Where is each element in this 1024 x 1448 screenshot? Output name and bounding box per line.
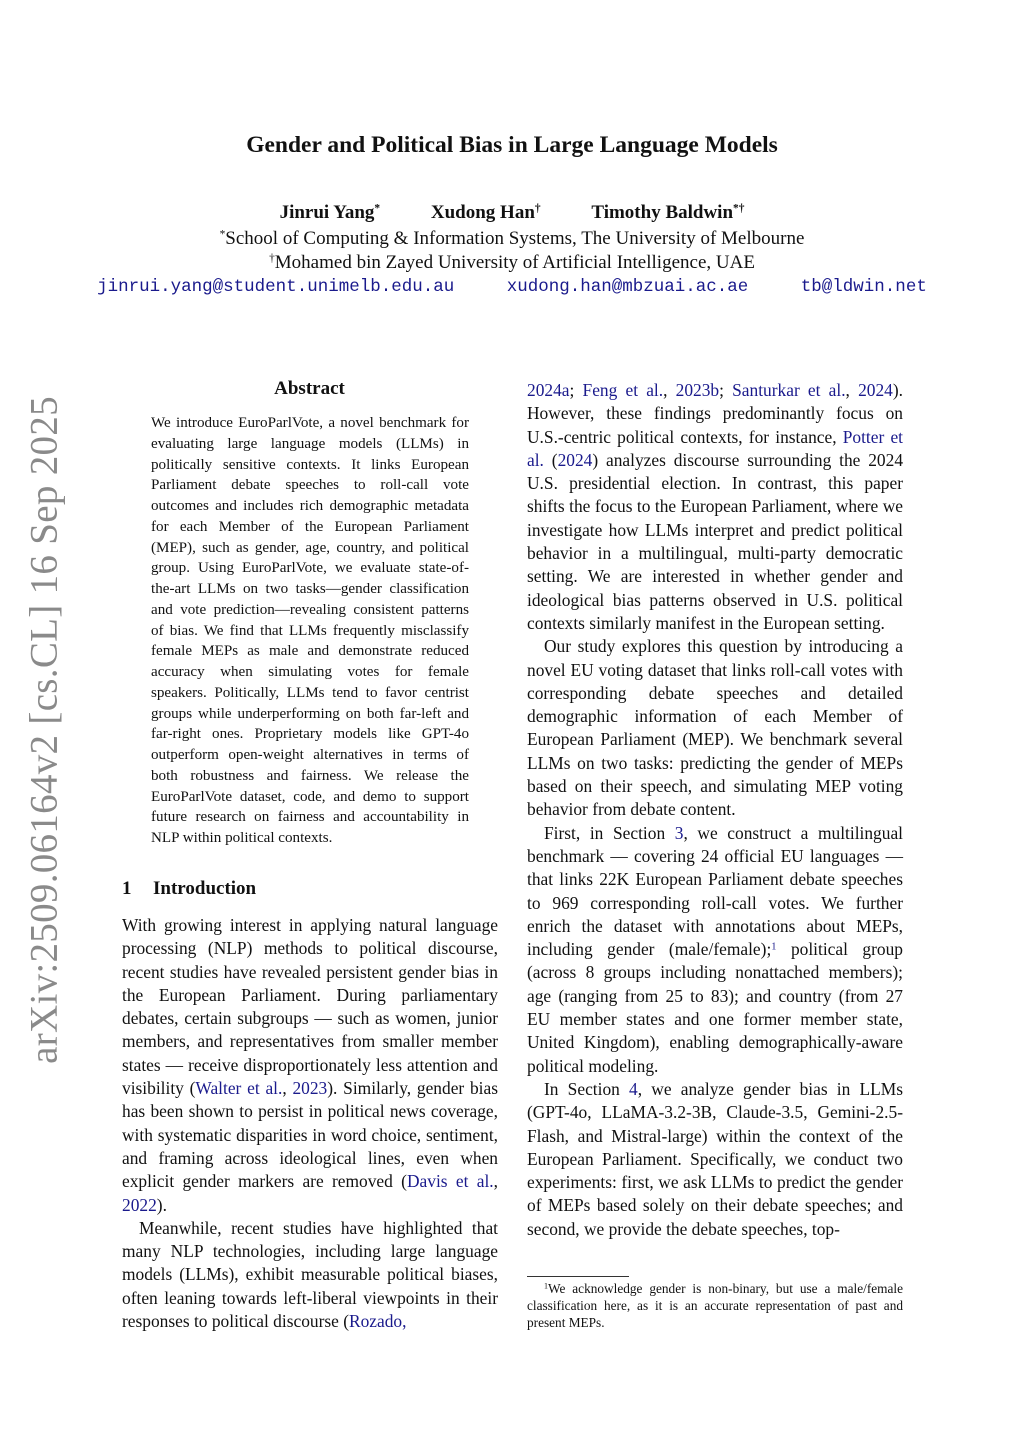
footnote-divider: [527, 1276, 629, 1277]
citation-link[interactable]: Rozado,: [349, 1311, 407, 1332]
author-2: Xudong Han†: [430, 202, 541, 223]
paper-title: Gender and Political Bias in Large Language Models: [246, 132, 778, 158]
email-link[interactable]: xudong.han@mbzuai.ac.ae: [506, 277, 749, 297]
footnote: $^1$We acknowledge gender is non-binary, but use a male/female classification here, as it is an accurate representation of past and present MEPs.: [527, 1281, 903, 1330]
right-column: [527, 379, 903, 1241]
email-link[interactable]: jinrui.yang@student.unimelb.edu.au: [97, 277, 455, 297]
citation-link[interactable]: Davis et al.: [406, 1171, 494, 1192]
arxiv-identifier-text: arXiv:2509.06164v2 [cs.CL] 16 Sep 2025: [22, 396, 66, 1064]
section-ref-link[interactable]: 3: [674, 822, 684, 843]
section-heading: 1 Introduction: [122, 878, 257, 899]
author-3: Timothy Baldwin*†: [591, 202, 745, 223]
paragraph: First, in Section 3, we construct a multilingual benchmark — covering 24 official EU languages — that links 22K European Parliament debate speeches to 969 corresponding roll-call votes. We further enrich the dataset with annotations about MEPs, including gender (male/female);$^1$ political group (across 8 groups including nonattached members); age (ranging from 25 to 83); and country (from 27 EU member states and one former member state, United Kingdom), enabling demographically-aware political modeling.: [527, 822, 904, 1076]
citation-link[interactable]: 2022: [122, 1194, 157, 1215]
citation-link[interactable]: Walter et al.: [195, 1078, 283, 1099]
author-list: [0, 202, 1024, 224]
paragraph: 2024a; Feng et al., 2023b; Santurkar et al., 2024). However, these findings predominantly focus on U.S.-centric political contexts, for instance, Potter et al. (2024) analyzes discourse surrounding the 2024 U.S. presidential election. In contrast, this paper shifts the focus to the European Parliament, where we investigate how LLMs interpret and predict political behavior in a multilingual, multi-party democratic setting. We are interested in whether gender and ideological bias patterns observed in U.S. political contexts similarly manifest in the European setting.: [527, 380, 904, 633]
paragraph: In Section 4, we analyze gender bias in LLMs (GPT-4o, LLaMA-3.2-3B, Claude-3.5, Gemini-2.5-Flash, and Mistral-large) within the context of the European Parliament. Specifically, we conduct two experiments: first, we ask LLMs to predict the gender of MEPs based solely on their debate speeches; and second, we provide the debate speeches, top-: [527, 1078, 903, 1239]
paragraph: Meanwhile, recent studies have highlighted that many NLP technologies, including large language models (LLMs), exhibit measurable political biases, often leaning towards left-liberal viewpoints in their responses to political discourse (Rozado,: [122, 1217, 498, 1332]
citation-link[interactable]: Potter et al.: [527, 426, 903, 470]
citation-link[interactable]: 2024: [557, 449, 593, 470]
email-list: [0, 277, 1024, 297]
paragraph: Our study explores this question by introducing a novel EU voting dataset that links roll-call votes with corresponding debate speeches and detailed demographic information of each Member of European Parliament (MEP). We benchmark several LLMs on two tasks: predicting the gender of MEPs based on their speech, and simulating MEP voting behavior from debate content.: [527, 636, 903, 820]
citation-link[interactable]: Santurkar et al.: [732, 380, 846, 400]
paragraph: With growing interest in applying natural language processing (NLP) methods to political discourse, recent studies have revealed persistent gender bias in the European Parliament. During parliamentary debates, certain subgroups — such as women, junior members, and representatives from smaller member states — receive disproportionately less attention and visibility (Walter et al., 2023). Similarly, gender bias has been shown to persist in political news coverage, with systematic disparities in word choice, sentiment, and framing across ideological lines, even when explicit gender markers are removed (Davis et al., 2022).: [122, 915, 498, 1215]
left-column: [122, 914, 498, 1333]
footnote-marker[interactable]: 1: [771, 941, 777, 953]
citation-link[interactable]: 2024: [858, 380, 893, 400]
abstract-heading: Abstract: [274, 378, 345, 399]
citation-link[interactable]: 2024a: [527, 380, 570, 400]
abstract-text: We introduce EuroParlVote, a novel benchmark for evaluating large language models (LLMs) in politically sensitive contexts. It links European Parliament debate speeches to roll-call vote outcomes and includes rich demographic metadata for each Member of the European Parliament (MEP), such as gender, age, country, and political group. Using EuroParlVote, we evaluate state-of-the-art LLMs on two tasks—gender classification and vote prediction—revealing consistent patterns of bias. We find that LLMs frequently misclassify female MEPs as male and demonstrate reduced accuracy when simulating votes for female speakers. Politically, LLMs tend to favor centrist groups while underperforming on both far-left and far-right ones. Proprietary models like GPT-4o outperform open-weight alternatives in terms of both robustness and fairness. We release the EuroParlVote dataset, code, and demo to support future research on fairness and accountability in NLP within political contexts.: [151, 415, 469, 846]
citation-link[interactable]: Feng et al.: [582, 380, 664, 400]
affiliation-2: †Mohamed bin Zayed University of Artificial Intelligence, UAE: [269, 252, 755, 273]
affiliation-1: *School of Computing & Information Systems, The University of Melbourne: [219, 228, 805, 249]
citation-link[interactable]: 2023b: [675, 380, 720, 400]
citation-link[interactable]: 2023: [292, 1078, 328, 1099]
author-1: Jinrui Yang*: [279, 202, 381, 223]
section-ref-link[interactable]: 4: [629, 1078, 638, 1099]
email-link[interactable]: tb@ldwin.net: [800, 277, 927, 297]
